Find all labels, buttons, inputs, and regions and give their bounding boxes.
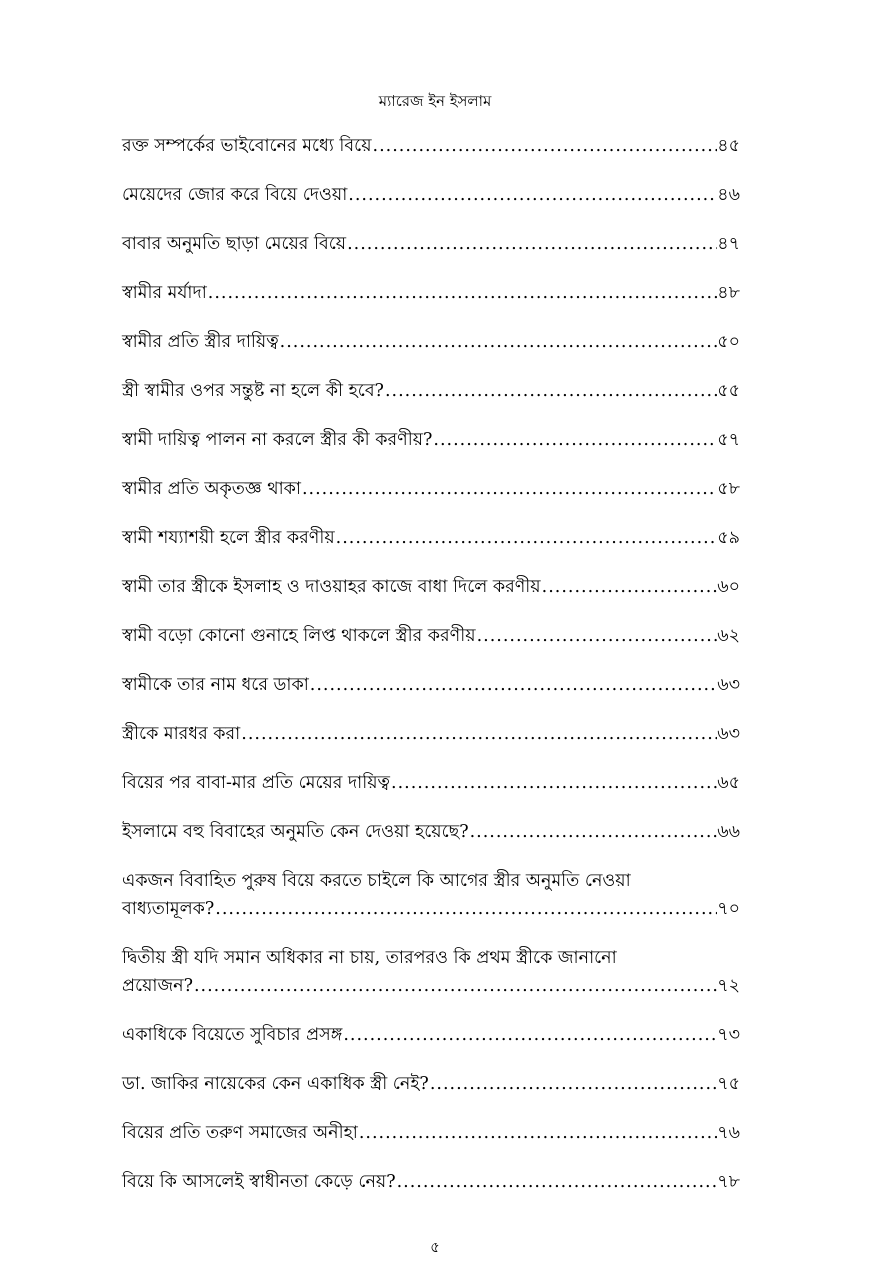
dot-leader bbox=[390, 769, 717, 797]
toc-entry[interactable] bbox=[122, 573, 740, 601]
dot-leader bbox=[342, 1021, 717, 1049]
toc-entry-page: ৭৮ bbox=[717, 1172, 740, 1192]
dot-leader bbox=[214, 895, 717, 923]
dot-leader bbox=[346, 230, 717, 258]
toc-entry[interactable] bbox=[122, 622, 740, 650]
dot-leader bbox=[279, 328, 718, 356]
toc-entry-title: স্বামী দায়িত্ব পালন না করলে স্ত্রীর কী করণীয়? bbox=[122, 430, 433, 450]
toc-entry-page: ৪৫ bbox=[717, 136, 740, 156]
toc-entry[interactable] bbox=[122, 1168, 740, 1196]
toc-entry[interactable] bbox=[122, 769, 740, 797]
toc-entry-page: ৫৫ bbox=[717, 381, 740, 401]
toc-entry-page: ৭২ bbox=[717, 976, 740, 996]
toc-entry-title: স্বামীর প্রতি স্ত্রীর দায়িত্ব bbox=[122, 332, 279, 352]
toc-entry-title: বিয়ের প্রতি তরুণ সমাজের অনীহা bbox=[122, 1123, 358, 1143]
toc-entry-page: ৬৩ bbox=[717, 724, 740, 744]
toc-entry-title: মেয়েদের জোর করে বিয়ে দেওয়া bbox=[122, 185, 348, 205]
toc-entry-page: ৪৬ bbox=[717, 185, 740, 205]
dot-leader bbox=[193, 972, 717, 1000]
toc-entry[interactable] bbox=[122, 328, 740, 356]
dot-leader bbox=[309, 671, 717, 699]
toc-entry-title: স্বামীর প্রতি অকৃতজ্ঞ থাকা bbox=[122, 479, 301, 499]
toc-entry-title: স্ত্রীকে মারধর করা bbox=[122, 724, 241, 744]
toc-entry-page: ৬০ bbox=[717, 577, 740, 597]
dot-leader bbox=[541, 573, 718, 601]
dot-leader bbox=[335, 524, 718, 552]
toc-entry-title: স্বামী বড়ো কোনো গুনাহে লিপ্ত থাকলে স্ত্রীর করণীয় bbox=[122, 626, 476, 646]
toc-entry[interactable] bbox=[122, 1119, 740, 1147]
toc-entry-page: ৫৭ bbox=[717, 430, 740, 450]
toc-entry-title: একাধিকে বিয়েতে সুবিচার প্রসঙ্গ bbox=[122, 1025, 343, 1045]
toc-entry[interactable] bbox=[122, 1021, 740, 1049]
toc-entry[interactable] bbox=[122, 671, 740, 699]
toc-entry-title: ডা. জাকির নায়েকের কেন একাধিক স্ত্রী নেই? bbox=[122, 1074, 429, 1094]
toc-entry-title: স্ত্রী স্বামীর ওপর সন্তুষ্ট না হলে কী হবে? bbox=[122, 381, 384, 401]
toc-entry[interactable] bbox=[122, 181, 740, 209]
dot-leader bbox=[396, 1168, 718, 1196]
toc-entry-page: ৬৩ bbox=[717, 675, 740, 695]
dot-leader bbox=[429, 1070, 717, 1098]
toc-entry-page: ৭০ bbox=[717, 899, 740, 919]
toc-entry-page: ৫০ bbox=[717, 332, 740, 352]
toc-entry-title: ইসলামে বহু বিবাহের অনুমতি কেন দেওয়া হয়েছে? bbox=[122, 822, 469, 842]
toc-entry[interactable] bbox=[122, 377, 740, 405]
toc-entry[interactable] bbox=[122, 524, 740, 552]
toc-entry-title: স্বামীকে তার নাম ধরে ডাকা bbox=[122, 675, 309, 695]
page-number: ৫ bbox=[430, 1238, 440, 1256]
toc-entry[interactable] bbox=[122, 132, 740, 160]
toc-entry-page: ৬৫ bbox=[717, 773, 740, 793]
toc-entry-page: ৭৫ bbox=[717, 1074, 740, 1094]
toc-entry[interactable] bbox=[122, 867, 740, 923]
dot-leader bbox=[432, 426, 717, 454]
dot-leader bbox=[240, 720, 717, 748]
toc-entry-page: ৬২ bbox=[717, 626, 740, 646]
toc-entry[interactable] bbox=[122, 426, 740, 454]
toc-entry[interactable] bbox=[122, 1070, 740, 1098]
dot-leader bbox=[347, 181, 717, 209]
toc-entry[interactable] bbox=[122, 475, 740, 503]
toc-entry-title: স্বামী শয্যাশয়ী হলে স্ত্রীর করণীয় bbox=[122, 528, 335, 548]
dot-leader bbox=[358, 1119, 717, 1147]
toc-entry-title-line1: একজন বিবাহিত পুরুষ বিয়ে করতে চাইলে কি আগের স্ত্রীর অনুমতি নেওয়া bbox=[122, 871, 631, 891]
toc-entry-page: ৫৯ bbox=[717, 528, 740, 548]
toc-entry-page: ৬৬ bbox=[717, 822, 740, 842]
toc-entry-title-line2: বাধ্যতামূলক? bbox=[122, 899, 215, 919]
toc-entry-title-line1: দ্বিতীয় স্ত্রী যদি সমান অধিকার না চায়, তারপরও কি প্রথম স্ত্রীকে জানানো bbox=[122, 948, 617, 968]
toc-entry[interactable] bbox=[122, 818, 740, 846]
toc-entry-title: বিয়ে কি আসলেই স্বাধীনতা কেড়ে নেয়? bbox=[122, 1172, 396, 1192]
toc-entry-page: ৭৩ bbox=[717, 1025, 740, 1045]
dot-leader bbox=[469, 818, 718, 846]
toc-entry[interactable] bbox=[122, 230, 740, 258]
toc-entry[interactable] bbox=[122, 720, 740, 748]
toc-entry[interactable] bbox=[122, 944, 740, 1000]
dot-leader bbox=[476, 622, 718, 650]
toc-entry-title: বিয়ের পর বাবা-মার প্রতি মেয়ের দায়িত্ব bbox=[122, 773, 391, 793]
table-of-contents bbox=[122, 132, 740, 1217]
toc-entry[interactable] bbox=[122, 279, 740, 307]
dot-leader bbox=[207, 279, 718, 307]
toc-entry-page: ৭৬ bbox=[717, 1123, 740, 1143]
toc-entry-page: ৪৮ bbox=[717, 283, 740, 303]
toc-entry-title: স্বামী তার স্ত্রীকে ইসলাহ ও দাওয়াহর কাজে বাধা দিলে করণীয় bbox=[122, 577, 541, 597]
dot-leader bbox=[301, 475, 717, 503]
toc-entry-page: ৪৭ bbox=[717, 234, 740, 254]
dot-leader bbox=[384, 377, 717, 405]
toc-entry-title: বাবার অনুমতি ছাড়া মেয়ের বিয়ে bbox=[122, 234, 347, 254]
toc-entry-title-line2: প্রয়োজন? bbox=[122, 976, 193, 996]
toc-entry-title: স্বামীর মর্যাদা bbox=[122, 283, 207, 303]
running-header: ম্যারেজ ইন ইসলাম bbox=[378, 92, 492, 110]
toc-entry-page: ৫৮ bbox=[717, 479, 740, 499]
dot-leader bbox=[372, 132, 718, 160]
toc-entry-title: রক্ত সম্পর্কের ভাইবোনের মধ্যে বিয়ে bbox=[122, 136, 372, 156]
